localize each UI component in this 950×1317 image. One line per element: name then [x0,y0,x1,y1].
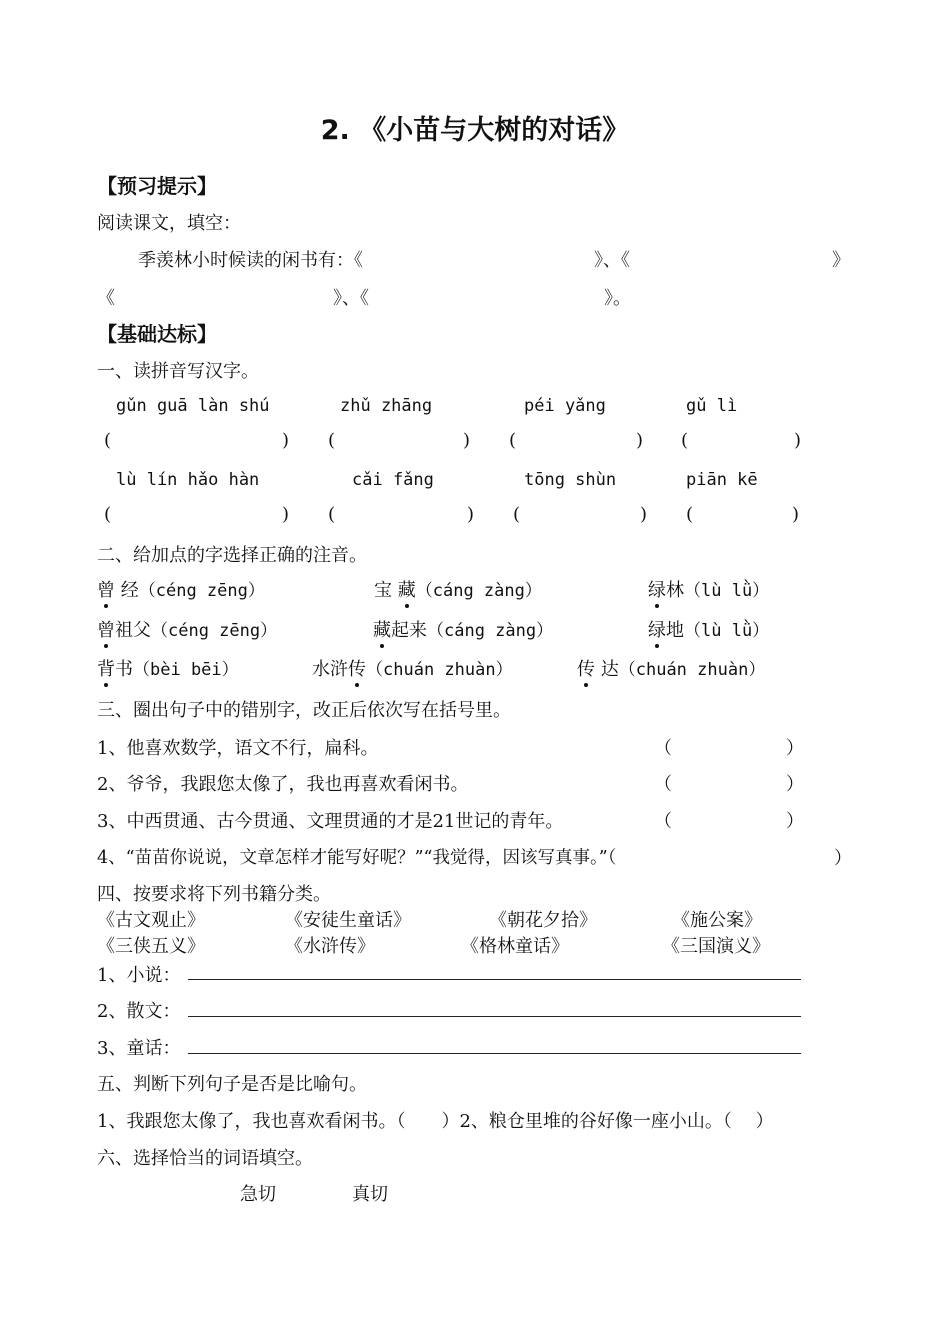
answer-open-paren: ( [328,504,336,525]
correction-item: 1、他喜欢数学，语文不行，扁科。 [97,738,379,759]
answer-close-paren: ) [636,430,644,451]
pinyin-item: tōng shùn [524,470,617,490]
answer-close-paren: ) [463,430,471,451]
preview-instruction: 阅读课文，填空： [97,213,241,234]
answer-close-paren: ） [786,811,804,832]
answer-open-paren: ( [686,504,694,525]
pinyin-item: gǔ lì [686,396,738,416]
word-option: 急切 [240,1184,276,1205]
answer-line[interactable] [188,1053,801,1054]
correction-item: 3、中西贯通、古今贯通、文理贯通的才是21世记的青年。 [97,811,564,832]
pronunciation-item: 藏起来（cáng zàng） [373,616,553,642]
pronunciation-item: 宝 藏（cáng zàng） [374,576,542,602]
pinyin-item: gǔn guā làn shú [116,396,270,416]
pinyin-item: cǎi fǎng [352,470,434,490]
word-option: 真切 [352,1184,388,1205]
pronunciation-item: 绿林（lù lǜ） [648,576,769,602]
q3-title: 三、圈出句子中的错别字，改正后依次写在括号里。 [97,700,511,721]
pinyin-item: lù lín hǎo hàn [116,470,260,490]
preview-fill2-end: 》。 [604,288,631,309]
answer-open-paren: （ [654,811,672,832]
answer-open-paren: （ [654,738,672,759]
preview-heading: 【预习提示】 [97,174,217,198]
answer-close-paren: ) [282,430,290,451]
book-title: 《朝花夕拾》 [489,910,597,931]
answer-open-paren: ( [104,430,112,451]
book-title: 《安徒生童话》 [285,910,411,931]
answer-close-paren: ） [786,738,804,759]
basics-heading: 【基础达标】 [97,322,217,346]
book-title: 《古文观止》 [97,910,205,931]
answer-line[interactable] [188,1016,801,1017]
answer-close-paren: ) [282,504,290,525]
pronunciation-item: 曾 经（céng zēng） [97,576,265,602]
q2-title: 二、给加点的字选择正确的注音。 [97,545,367,566]
book-title: 《水浒传》 [285,936,375,957]
pinyin-item: zhǔ zhāng [340,396,433,416]
answer-open-paren: ( [513,504,521,525]
pronunciation-item: 水浒传（chuán zhuàn） [312,655,513,681]
answer-open-paren: ( [681,430,689,451]
category-label: 2、散文： [97,1001,181,1022]
correction-item: 4、“苗苗你说说，文章怎样才能写好呢？”“我觉得，因该写真事。”（ [97,848,617,868]
preview-fill2-mid: 》、《 [333,288,369,309]
answer-close-paren: ） [834,848,852,869]
pinyin-item: péi yǎng [524,396,606,416]
preview-fill-end: 》 [832,250,850,271]
book-title: 《施公案》 [672,910,762,931]
answer-open-paren: （ [654,774,672,795]
pronunciation-item: 绿地（lù lǜ） [648,616,769,642]
answer-close-paren: ) [792,504,800,525]
category-label: 3、童话： [97,1038,181,1059]
q5-title: 五、判断下列句子是否是比喻句。 [97,1074,367,1095]
answer-close-paren: ) [640,504,648,525]
q6-title: 六、选择恰当的词语填空。 [97,1148,313,1169]
answer-close-paren: ） [786,774,804,795]
book-title: 《三侠五义》 [97,936,205,957]
page-title: 2. 《小苗与大树的对话》 [320,115,630,146]
book-title: 《格林童话》 [461,936,569,957]
pronunciation-item: 传 达（chuán zhuàn） [577,655,765,681]
q4-title: 四、按要求将下列书籍分类。 [97,884,331,905]
answer-open-paren: ( [509,430,517,451]
metaphor-judgement: 1、我跟您太像了，我也喜欢看闲书。（ ）2、粮仓里堆的谷好像一座小山。（ ） [97,1111,774,1132]
preview-fill-prefix: 季羡林小时候读的闲书有：《 [138,250,363,271]
pronunciation-item: 曾祖父（céng zēng） [97,616,277,642]
category-label: 1、小说： [97,965,181,986]
preview-fill2-start: 《 [97,288,115,309]
book-title: 《三国演义》 [662,936,770,957]
pinyin-item: piān kē [686,470,758,490]
correction-item: 2、爷爷，我跟您太像了，我也再喜欢看闲书。 [97,774,469,795]
answer-open-paren: ( [328,430,336,451]
answer-close-paren: ) [467,504,475,525]
preview-fill-mid: 》、《 [594,250,630,271]
pronunciation-item: 背书（bèi bēi） [97,655,239,681]
answer-line[interactable] [188,979,801,980]
answer-open-paren: ( [104,504,112,525]
q1-title: 一、读拼音写汉字。 [97,361,259,382]
answer-close-paren: ) [794,430,802,451]
